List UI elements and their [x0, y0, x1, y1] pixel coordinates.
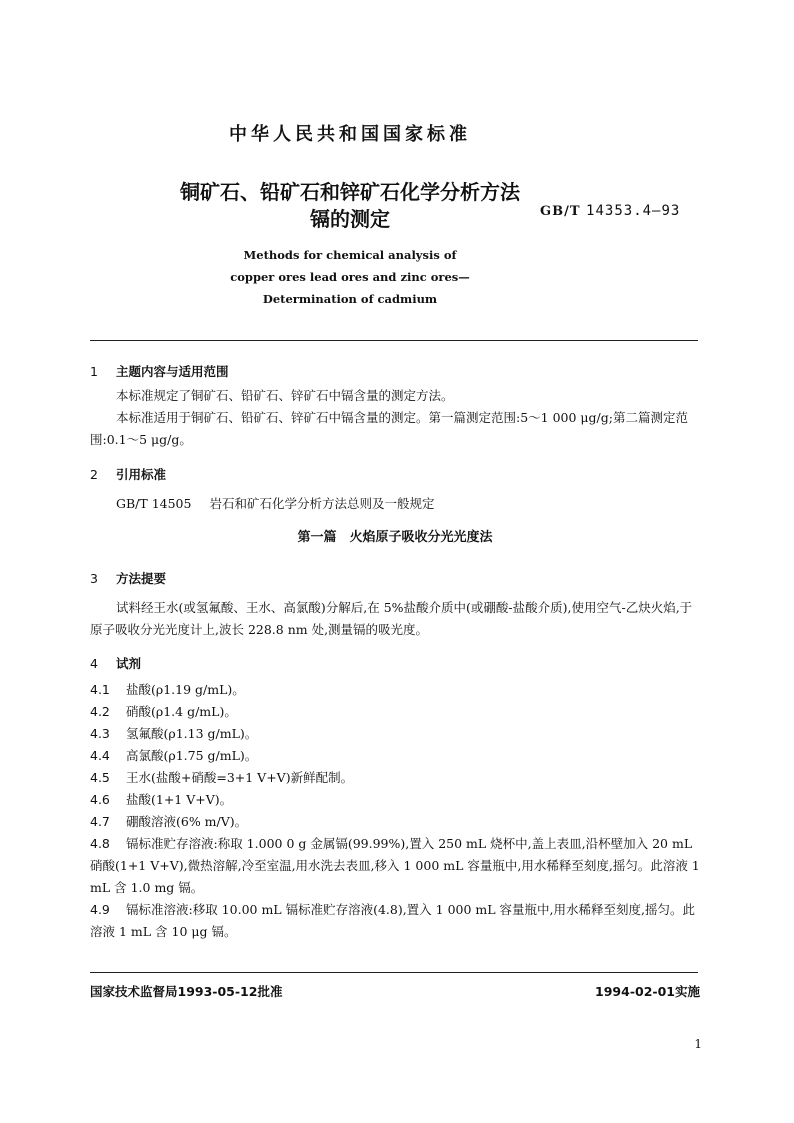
- section3-heading: [90, 569, 166, 587]
- reference-title: 岩石和矿石化学分析方法总则及一般规定: [209, 496, 435, 511]
- reference-entry: [116, 493, 726, 515]
- reagent-item: [90, 679, 700, 701]
- title-en-line2: copper ores lead ores and zinc ores—: [230, 270, 470, 284]
- reagent-number: 4.7: [90, 814, 110, 829]
- title-cn-line1: 铜矿石、铅矿石和锌矿石化学分析方法: [180, 180, 520, 204]
- section4-heading: [90, 654, 141, 672]
- reagent-number: 4.5: [90, 770, 110, 785]
- reagent-text: 硼酸溶液(6% m/V)。: [126, 814, 248, 829]
- reagent-item: [90, 789, 700, 811]
- section4-number: 4: [90, 656, 98, 671]
- reagent-item: [90, 723, 700, 745]
- reagent-number: 4.6: [90, 792, 110, 807]
- section3-number: 3: [90, 571, 98, 586]
- standard-code-prefix: GB/T: [540, 204, 581, 219]
- reagent-text: 镉标准贮存溶液:称取 1.000 0 g 金属镉(99.99%),置入 250 mL 烧杯中,盖上表皿,沿杯壁加入 20 mL 硝酸(1+1 V+V),微热溶解,冷至室温,用水洗去表皿,移入 1 000 mL 容量瓶中,用水稀释至刻度,摇匀。此溶液 1 mL 含 1.0 mg 镉。: [90, 836, 700, 895]
- section2-heading: [90, 465, 166, 483]
- title-cn-line2: 镉的测定: [310, 207, 390, 231]
- approval-date: 国家技术监督局1993-05-12批准: [90, 984, 283, 999]
- reagent-item: [90, 701, 700, 723]
- title-en-line1: Methods for chemical analysis of: [243, 248, 457, 262]
- reagent-text: 盐酸(1+1 V+V)。: [126, 792, 233, 807]
- reagent-number: 4.2: [90, 704, 110, 719]
- reagent-number: 4.8: [90, 836, 110, 851]
- reagent-item: [90, 833, 700, 899]
- reagent-text: 硝酸(ρ1.4 g/mL)。: [126, 704, 237, 719]
- page-number: 1: [694, 1037, 702, 1051]
- reagent-item: [90, 811, 700, 833]
- reference-code: GB/T 14505: [116, 496, 192, 511]
- reagent-text: 镉标准溶液:移取 10.00 mL 镉标准贮存溶液(4.8),置入 1 000 mL 容量瓶中,用水稀释至刻度,摇匀。此溶液 1 mL 含 10 μg 镉。: [90, 902, 695, 939]
- section2-title: 引用标准: [116, 467, 167, 482]
- reagent-text: 盐酸(ρ1.19 g/mL)。: [126, 682, 245, 697]
- standard-code: [540, 203, 680, 219]
- reagent-number: 4.3: [90, 726, 110, 741]
- section1-number: 1: [90, 364, 98, 379]
- reagent-item: [90, 745, 700, 767]
- standard-code-number: 14353.4—93: [586, 203, 681, 219]
- section3-title: 方法提要: [116, 571, 167, 586]
- part1-title: 第一篇 火焰原子吸收分光光度法: [297, 530, 493, 545]
- national-standard-heading: 中华人民共和国国家标准: [229, 124, 471, 145]
- header-divider: [90, 340, 698, 341]
- reagent-number: 4.9: [90, 902, 110, 917]
- section4-title: 试剂: [116, 656, 142, 671]
- reagent-item: [90, 899, 700, 943]
- reagent-text: 氢氟酸(ρ1.13 g/mL)。: [126, 726, 258, 741]
- reagent-number: 4.1: [90, 682, 110, 697]
- section1-paragraph2: 本标准适用于铜矿石、铅矿石、锌矿石中镉含量的测定。第一篇测定范围:5～1 000 μg/g;第二篇测定范围:0.1～5 μg/g。: [90, 410, 688, 447]
- reagent-item: [90, 767, 700, 789]
- section3-paragraph: 试料经王水(或氢氟酸、王水、高氯酸)分解后,在 5%盐酸介质中(或硼酸-盐酸介质),使用空气-乙炔火焰,于原子吸收分光光度计上,波长 228.8 nm 处,测量镉的吸光度。: [90, 600, 693, 637]
- section1-paragraph1: 本标准规定了铜矿石、铅矿石、锌矿石中镉含量的测定方法。: [116, 388, 454, 403]
- section1-title: 主题内容与适用范围: [116, 364, 229, 379]
- implementation-date: 1994-02-01实施: [595, 984, 700, 999]
- reagent-text: 高氯酸(ρ1.75 g/mL)。: [126, 748, 258, 763]
- section1-heading: [90, 362, 229, 380]
- reagent-text: 王水(盐酸+硝酸=3+1 V+V)新鲜配制。: [126, 770, 354, 785]
- title-en-line3: Determination of cadmium: [262, 292, 438, 306]
- footer-divider: [90, 972, 698, 973]
- section2-number: 2: [90, 467, 98, 482]
- reagent-number: 4.4: [90, 748, 110, 763]
